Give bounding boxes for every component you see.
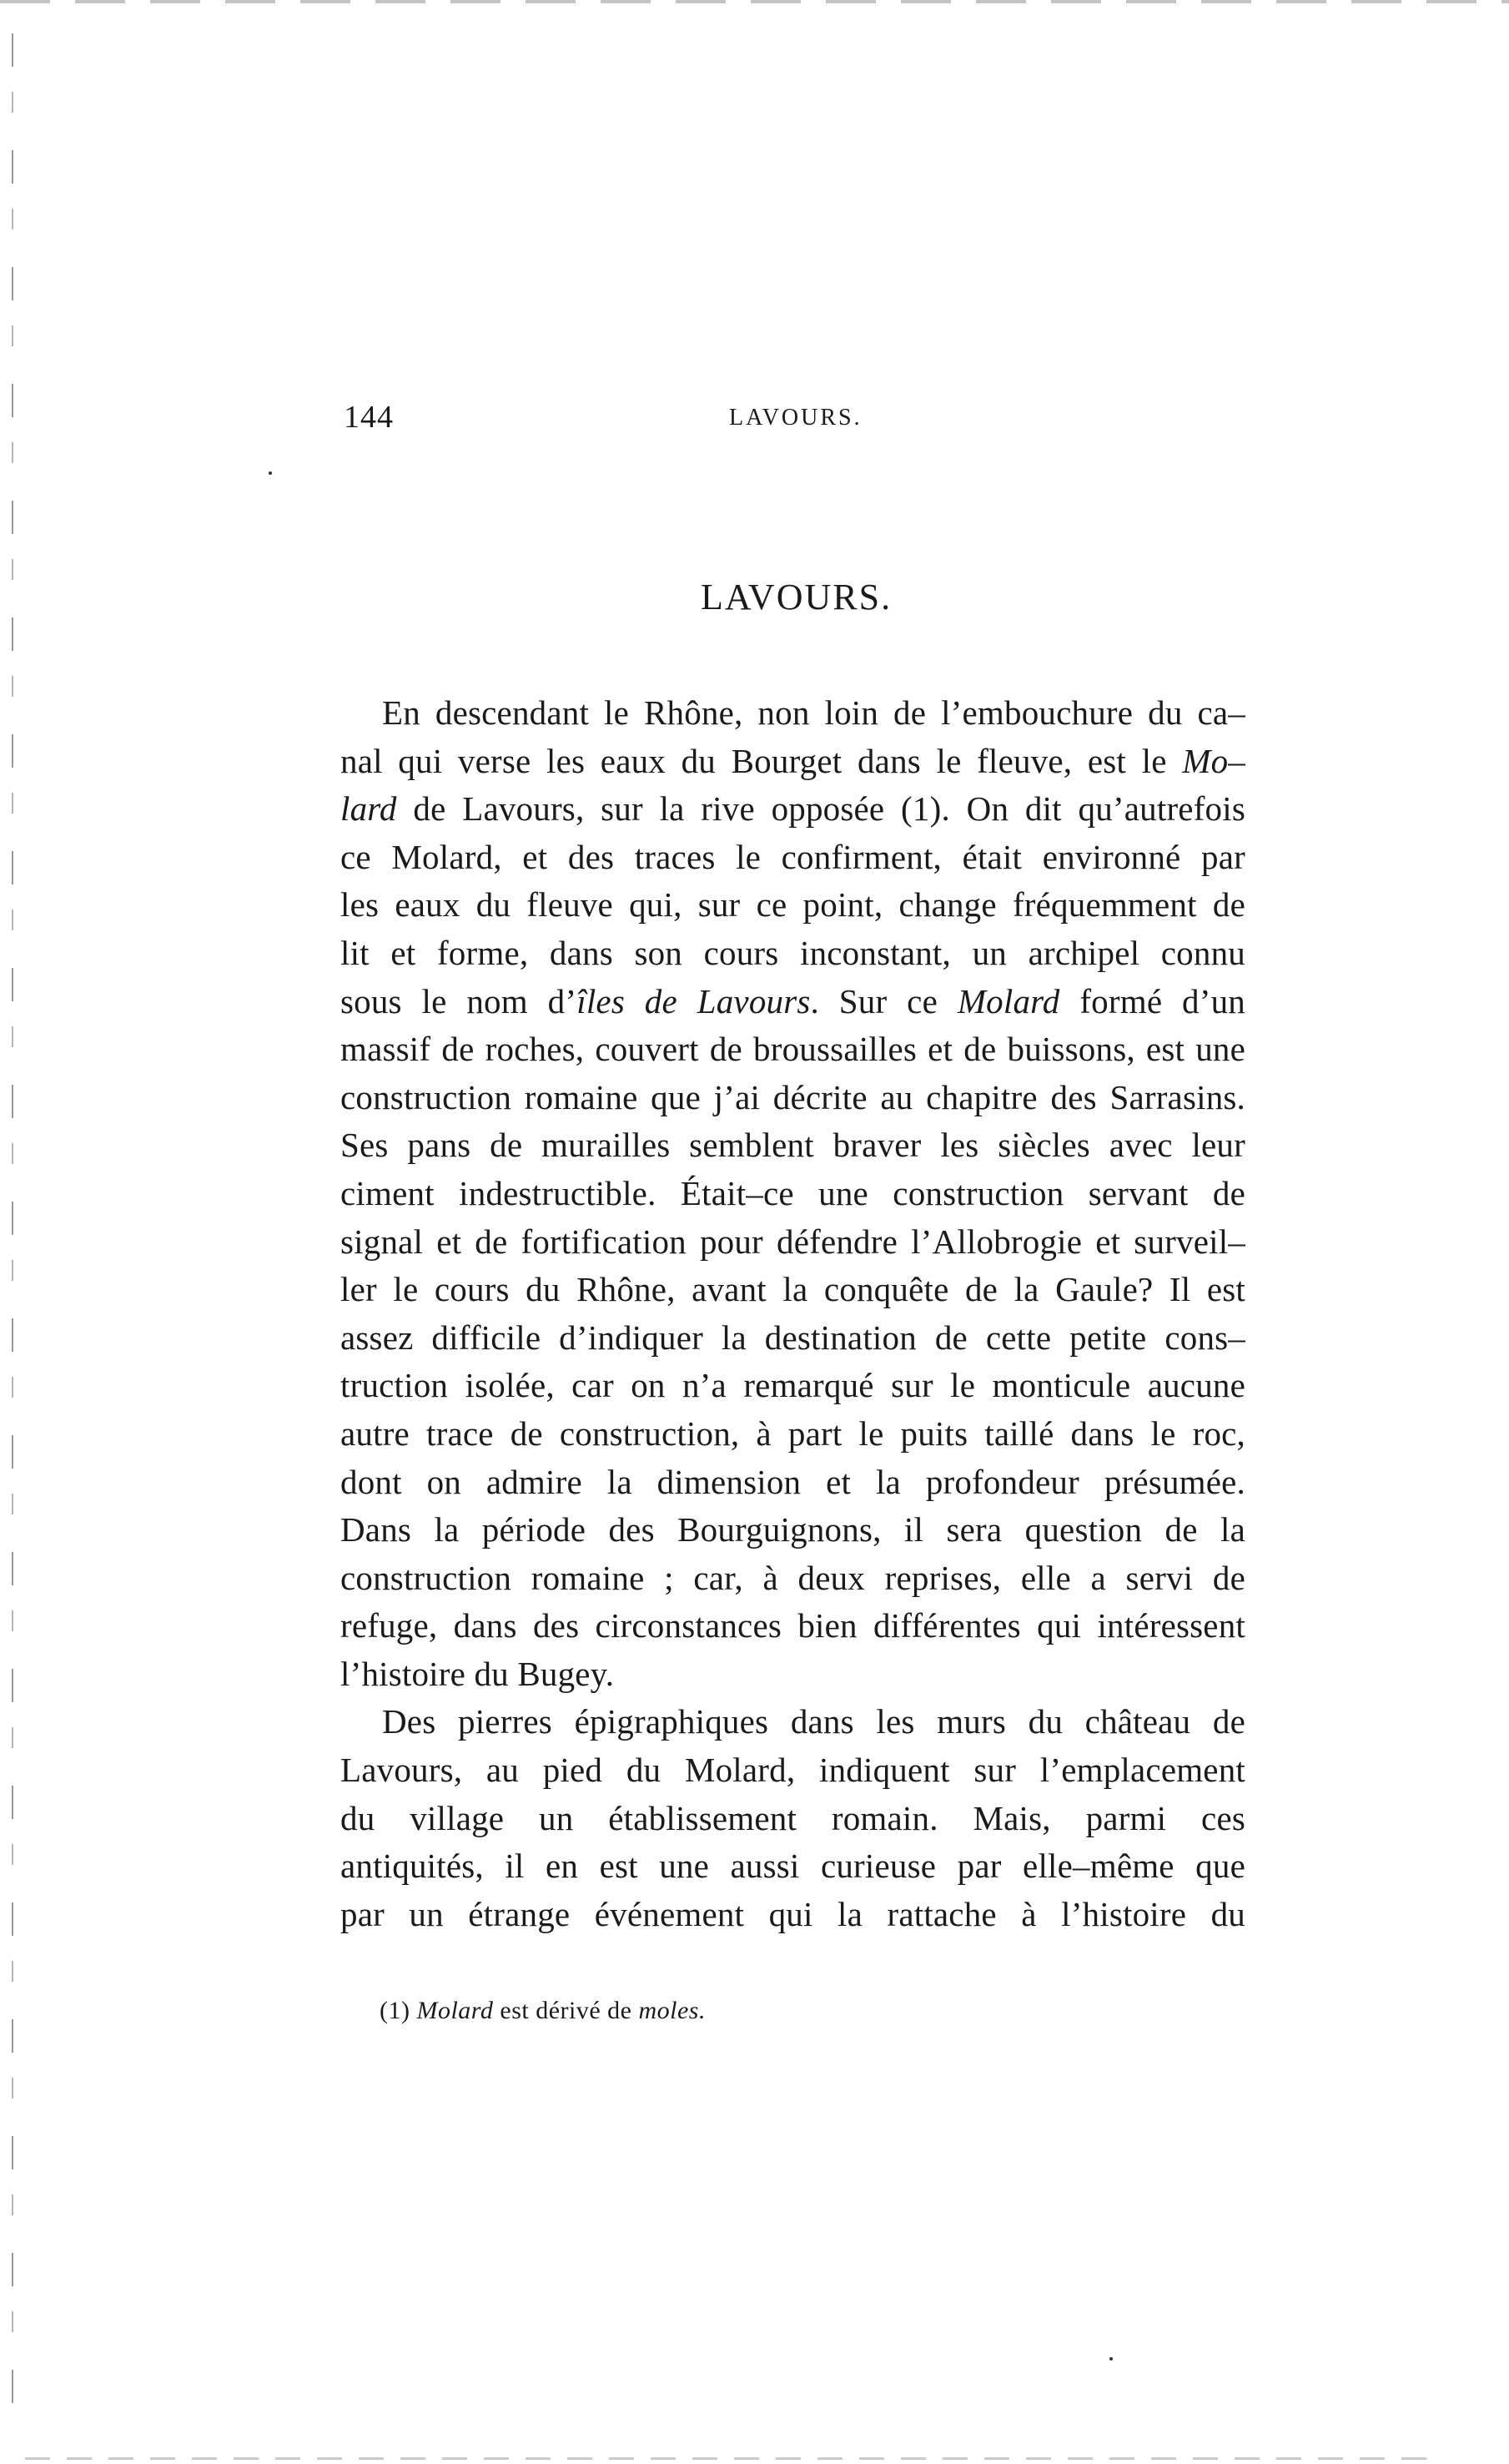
italic-term: lard [340, 789, 397, 829]
paragraph [340, 1698, 1245, 1938]
text-line: Lavours, au pied du Molard, indiquent sur l’emplacement [340, 1751, 1245, 1790]
footnote-text: est dérivé de [493, 1997, 639, 2024]
running-head [344, 399, 1249, 449]
text-line: ciment indestructible. Était–ce une construction servant de [340, 1173, 1245, 1212]
text-fragment: sous le nom d’ [340, 981, 577, 1020]
page-number: 144 [344, 400, 394, 435]
stray-mark [1109, 2357, 1113, 2361]
text-line: refuge, dans des circonstances bien différentes qui intéressent [340, 1606, 1245, 1645]
text-line: lit et forme, dans son cours inconstant, un archipel connu [340, 933, 1245, 972]
text-line: ler le cours du Rhône, avant la conquête de la Gaule? Il est [340, 1270, 1245, 1309]
stray-mark [269, 471, 272, 475]
text-fragment: de Lavours, sur la rive opposée (1). On dit qu’autrefois [396, 789, 1245, 829]
text-line: ce Molard, et des traces le confirment, était environné par [340, 837, 1245, 876]
text-line: antiquités, il en est une aussi curieuse par elle–même que [340, 1847, 1245, 1886]
footnote [380, 1997, 706, 2025]
text-line: massif de roches, couvert de broussailles et de buissons, est une [340, 1030, 1245, 1069]
footnote-origin: moles. [638, 1997, 706, 2024]
text-line: En descendant le Rhône, non loin de l’embouchure du ca– [382, 693, 1245, 732]
page-edge-bottom [25, 2457, 1443, 2460]
text-line: les eaux du fleuve qui, sur ce point, change fréquemment de [340, 885, 1245, 925]
chapter-title: LAVOURS. [700, 577, 893, 617]
italic-term: Mo– [1182, 741, 1245, 780]
text-line: l’histoire du Bugey. [340, 1654, 615, 1693]
text-line: dont on admire la dimension et la profondeur présumée. [340, 1462, 1245, 1501]
text-fragment: nal qui verse les eaux du Bourget dans le fleuve, est le [340, 741, 1183, 780]
text-line: autre trace de construction, à part le puits taillé dans le roc, [340, 1413, 1245, 1453]
text-line: signal et de fortification pour défendre l’Allobrogie et surveil– [340, 1222, 1245, 1261]
text-line: du village un établissement romain. Mais, parmi ces [340, 1798, 1245, 1837]
body-text [340, 689, 1245, 1938]
italic-term: Molard [957, 981, 1060, 1020]
footnote-marker: (1) [380, 1997, 410, 2024]
text-fragment: . Sur ce [810, 981, 958, 1020]
text-line: construction romaine que j’ai décrite au chapitre des Sarrasins. [340, 1077, 1245, 1116]
text-line: Ses pans de murailles semblent braver les siècles avec leur [340, 1126, 1245, 1165]
text-line: truction isolée, car on n’a remarqué sur le monticule aucune [340, 1366, 1245, 1405]
text-line: par un étrange événement qui la rattache à l’histoire du [340, 1894, 1245, 1933]
text-line: Dans la période des Bourguignons, il sera question de la [340, 1510, 1245, 1549]
text-line: construction romaine ; car, à deux reprises, elle a servi de [340, 1558, 1245, 1597]
text-line: assez difficile d’indiquer la destination de cette petite cons– [340, 1318, 1245, 1357]
footnote-term: Molard [416, 1997, 494, 2024]
text-line: Des pierres épigraphiques dans les murs du château de [382, 1702, 1245, 1741]
page-edge-top [0, 0, 1509, 3]
paragraph [340, 689, 1245, 1698]
running-title: LAVOURS. [729, 405, 863, 431]
page-edge-left [12, 33, 13, 2420]
italic-term: îles de Lavours [576, 981, 811, 1020]
text-line [340, 738, 1245, 786]
text-line [340, 785, 1245, 834]
text-fragment: formé d’un [1059, 981, 1245, 1020]
text-line [340, 978, 1245, 1026]
